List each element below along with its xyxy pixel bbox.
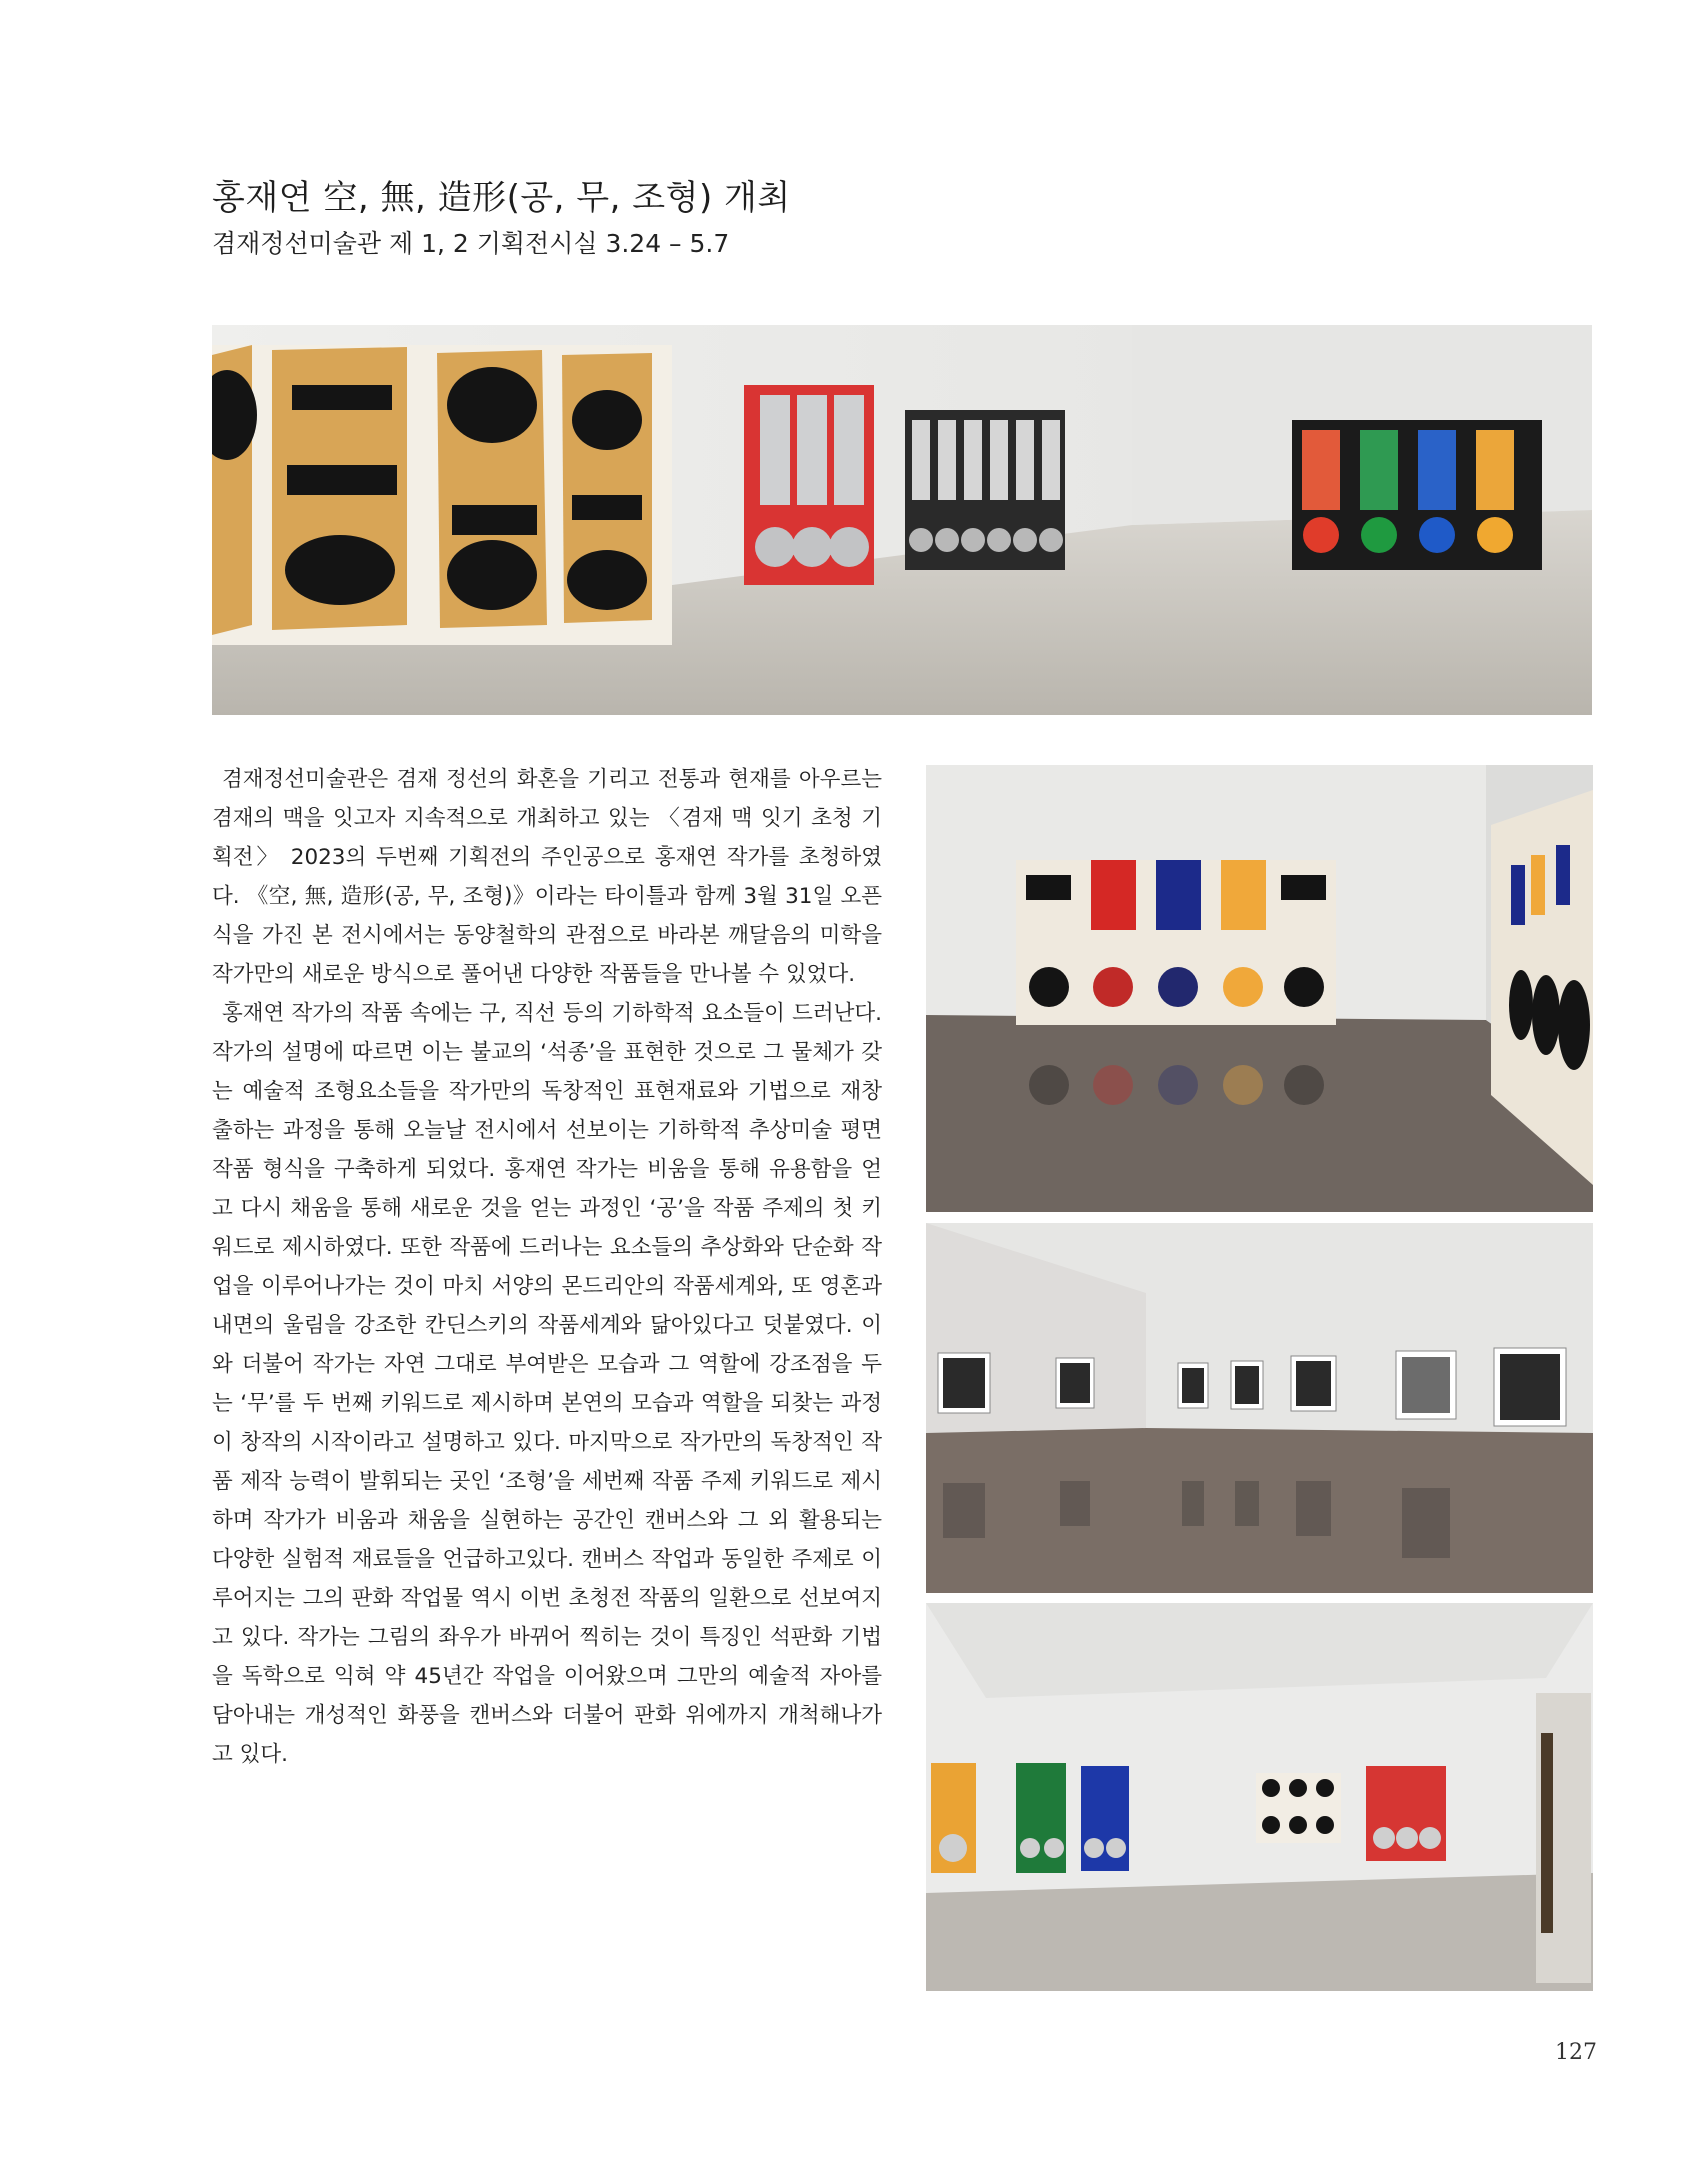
- gallery-photo-hall: [926, 1603, 1593, 1991]
- gallery-photo-colored-panels: [926, 765, 1593, 1212]
- page-number: 127: [1555, 2040, 1597, 2065]
- article-body: [212, 760, 882, 1774]
- article-title: 홍재연 空, 無, 造形(공, 무, 조형) 개최: [212, 178, 791, 218]
- paragraph-2: 홍재연 작가의 작품 속에는 구, 직선 등의 기하학적 요소들이 드러난다. 작가의 설명에 따르면 이는 불교의 ‘석종’을 표현한 것으로 그 물체가 갖는 예술적 조형요소들을 작가만의 독창적인 표현재료와 기법으로 재창출하는 과정을 통해 오늘날 전시에서 선보이는 기하학적 추상미술 평면작품 형식을 구축하게 되었다. 홍재연 작가는 비움을 통해 유용함을 얻고 다시 채움을 통해 새로운 것을 얻는 과정인 ‘공’을 작품 주제의 첫 키워드로 제시하였다. 또한 작품에 드러나는 요소들의 추상화와 단순화 작업을 이루어나가는 것이 마치 서양의 몬드리안의 작품세계와, 또 영혼과 내면의 울림을 강조한 칸딘스키의 작품세계와 닮아있다고 덧붙였다. 이와 더불어 작가는 자연 그대로 부여받은 모습과 그 역할에 강조점을 두는 ‘무’를 두 번째 키워드로 제시하며 본연의 모습과 역할을 되찾는 과정이 창작의 시작이라고 설명하고 있다. 마지막으로 작가만의 독창적인 작품 제작 능력이 발휘되는 곳인 ‘조형’을 세번째 작품 주제 키워드로 제시하며 작가가 비움과 채움을 실현하는 공간인 캔버스와 그 외 활용되는 다양한 실험적 재료들을 언급하고있다. 캔버스 작업과 동일한 주제로 이루어지는 그의 판화 작업물 역시 이번 초청전 작품의 일환으로 선보여지고 있다. 작가는 그림의 좌우가 바뀌어 찍히는 것이 특징인 석판화 기법을 독학으로 익혀 약 45년간 작업을 이어왔으며 그만의 예술적 자아를 담아내는 개성적인 화풍을 캔버스와 더불어 판화 위에까지 개척해나가고 있다.: [212, 1001, 882, 1767]
- paragraph-1: 겸재정선미술관은 겸재 정선의 화혼을 기리고 전통과 현재를 아우르는 겸재의 맥을 잇고자 지속적으로 개최하고 있는 〈겸재 맥 잇기 초청 기획전〉 2023의 두번째 기획전의 주인공으로 홍재연 작가를 초청하였다. 《空, 無, 造形(공, 무, 조형)》이라는 타이틀과 함께 3월 31일 오픈식을 가진 본 전시에서는 동양철학의 관점으로 바라본 깨달음의 미학을 작가만의 새로운 방식으로 풀어낸 다양한 작품들을 만나볼 수 있었다.: [212, 767, 882, 987]
- gallery-photo-prints: [926, 1223, 1593, 1593]
- article-subtitle: 겸재정선미술관 제 1, 2 기획전시실 3.24 – 5.7: [212, 229, 730, 258]
- gallery-photo-wide: [212, 325, 1592, 715]
